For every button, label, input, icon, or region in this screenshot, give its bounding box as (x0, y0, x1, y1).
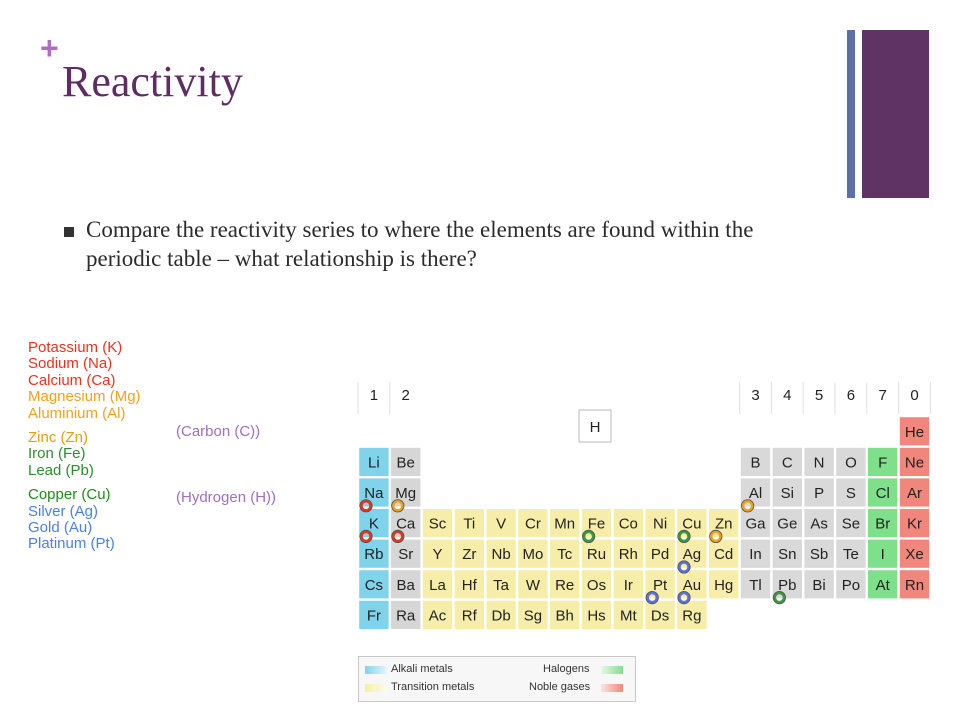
element-symbol: Hg (714, 576, 734, 594)
element-symbol: Na (364, 485, 384, 502)
element-symbol: O (845, 454, 857, 472)
element-symbol: Li (368, 454, 380, 472)
element-symbol: K (368, 515, 379, 533)
element-symbol: Cu (682, 515, 702, 533)
element-symbol: Tc (557, 546, 573, 564)
element-symbol: Tl (749, 576, 762, 594)
element-symbol: Mg (395, 485, 417, 502)
hydrogen-note: (Hydrogen (H)) (176, 489, 277, 506)
element-symbol: Si (780, 485, 794, 502)
element-symbol: Mn (554, 515, 576, 533)
group-number: 0 (910, 387, 919, 404)
series-item: Sodium (Na) (28, 355, 113, 373)
group-number: 1 (369, 387, 379, 404)
element-symbol: N (813, 454, 825, 472)
element-symbol: Fe (587, 515, 606, 533)
element-symbol: In (749, 546, 762, 564)
element-symbol: Os (586, 576, 607, 594)
element-symbol: F (878, 454, 888, 472)
legend-label-alkali: Alkali metals (391, 663, 453, 675)
group-number: 4 (783, 387, 792, 404)
element-symbol: Ar (907, 485, 922, 502)
bullet-square-icon (64, 227, 74, 237)
bullet-text: Compare the reactivity series to where the elements are found within the periodic table – what relationship is there? (86, 217, 754, 271)
element-symbol: Pd (650, 546, 670, 564)
element-symbol: Cr (524, 515, 541, 533)
element-symbol: Ga (745, 515, 766, 533)
element-symbol: Rh (618, 546, 638, 564)
legend-label-noble: Noble gases (529, 681, 591, 693)
element-symbol: V (496, 515, 507, 533)
element-symbol: Hs (587, 607, 606, 625)
element-symbol: Te (842, 546, 859, 564)
element-symbol: Rf (461, 607, 477, 625)
legend-swatch-noble (601, 684, 623, 692)
element-symbol: Se (841, 515, 861, 533)
element-symbol: Ag (682, 546, 702, 564)
legend-swatch-transition (365, 684, 387, 692)
element-symbol: Rb (364, 546, 384, 564)
series-item: Aluminium (Al) (28, 404, 126, 422)
element-symbol: Re (555, 576, 575, 594)
element-symbol: Po (841, 576, 861, 594)
element-symbol: Ba (396, 576, 415, 594)
series-item: Calcium (Ca) (28, 371, 116, 389)
series-item: Copper (Cu) (28, 486, 111, 504)
element-symbol: Zn (714, 515, 733, 533)
element-symbol: Ir (623, 576, 633, 594)
legend-swatch-halogens (601, 666, 623, 674)
element-symbol: Sr (398, 546, 414, 564)
element-symbol: W (525, 576, 540, 594)
slide-title: Reactivity (62, 57, 243, 106)
element-symbol: Ta (493, 576, 510, 594)
element-symbol: Cd (714, 546, 734, 564)
element-symbol: As (810, 515, 828, 533)
element-symbol: Ne (904, 454, 925, 472)
element-symbol: Al (748, 485, 763, 502)
element-symbol: Sn (778, 546, 797, 564)
element-symbol: I (880, 546, 885, 564)
carbon-note: (Carbon (C)) (176, 423, 261, 440)
element-symbol: Be (396, 454, 415, 472)
accent-bar-thin (847, 30, 855, 198)
element-symbol: Ti (463, 515, 476, 533)
element-symbol: Kr (907, 515, 922, 533)
element-symbol: Ra (396, 607, 416, 625)
element-symbol: Pb (778, 576, 797, 594)
element-symbol: Mo (522, 546, 544, 564)
element-symbol: P (814, 485, 825, 502)
element-symbol: Ds (650, 607, 670, 625)
series-item: Silver (Ag) (28, 502, 99, 520)
legend-swatch-alkali (365, 666, 387, 674)
element-symbol: Y (432, 546, 443, 564)
group-number: 6 (846, 387, 856, 404)
series-item: Lead (Pb) (28, 461, 94, 479)
element-symbol: Zr (462, 546, 477, 564)
element-symbol: Rn (904, 576, 925, 594)
legend-label-transition: Transition metals (391, 681, 475, 693)
reactivity-series-list (28, 340, 141, 553)
element-symbol: B (750, 454, 761, 472)
group-number: 3 (751, 387, 760, 404)
element-symbol: Ac (428, 607, 447, 625)
series-item: Potassium (K) (28, 339, 123, 356)
element-symbol: Sg (523, 607, 543, 625)
group-number: 2 (401, 387, 410, 404)
periodic-table-legend (358, 656, 636, 702)
series-item: Iron (Fe) (28, 445, 86, 463)
hydrogen-symbol: H (589, 419, 601, 436)
element-symbol: Pt (653, 576, 668, 594)
element-symbol: Au (682, 576, 702, 594)
group-number: 5 (814, 387, 824, 404)
group-number: 7 (878, 387, 887, 404)
element-symbol: He (904, 423, 925, 441)
element-symbol: Rg (682, 607, 702, 625)
legend-label-halogens: Halogens (543, 663, 590, 675)
element-symbol: C (781, 454, 793, 472)
element-symbol: Nb (491, 546, 511, 564)
element-symbol: Ca (396, 515, 416, 533)
element-symbol: Bi (812, 576, 826, 594)
element-symbol: Bh (555, 607, 574, 625)
element-symbol: Sc (428, 515, 447, 533)
element-symbol: Cl (875, 485, 890, 502)
element-symbol: Br (875, 515, 891, 533)
element-symbol: Sb (809, 546, 829, 564)
accent-bar-wide (862, 30, 929, 198)
element-symbol: Fr (366, 607, 381, 625)
element-symbol: Xe (905, 546, 924, 564)
series-item: Zinc (Zn) (28, 429, 88, 447)
element-symbol: Ru (586, 546, 607, 564)
element-symbol: La (429, 576, 446, 594)
series-item: Platinum (Pt) (28, 535, 115, 553)
element-symbol: Ni (653, 515, 668, 533)
slide-plus-mark: + (40, 30, 59, 66)
element-symbol: Co (618, 515, 638, 533)
periodic-table (350, 378, 938, 638)
series-item: Magnesium (Mg) (28, 388, 141, 406)
element-symbol: Cs (364, 576, 384, 594)
element-symbol: At (875, 576, 890, 594)
element-symbol: Db (491, 607, 511, 625)
element-symbol: S (845, 485, 856, 502)
element-symbol: Mt (619, 607, 637, 625)
element-symbol: Ge (777, 515, 798, 533)
element-symbol: Hf (461, 576, 477, 594)
series-item: Gold (Au) (28, 519, 93, 537)
